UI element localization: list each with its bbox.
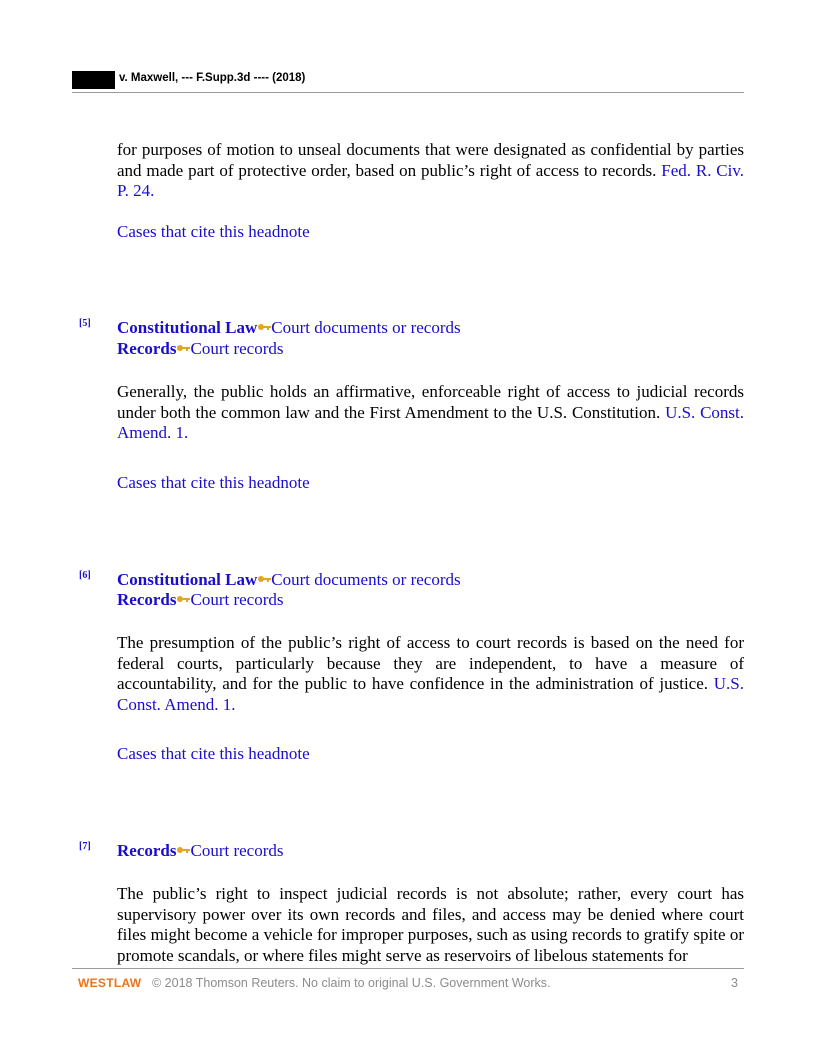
key-number-icon <box>176 845 190 855</box>
headnote-topic <box>117 570 461 591</box>
headnote-topic <box>117 318 461 339</box>
subtopic-link[interactable]: Court records <box>190 590 284 609</box>
header-divider <box>72 92 744 93</box>
headnote-number: [7] <box>79 841 91 852</box>
key-number-icon <box>257 574 271 584</box>
headnote-topic <box>117 339 284 360</box>
page-number: 3 <box>731 976 738 990</box>
headnote-7-text: The public’s right to inspect judicial records is not absolute; rather, every court has supervisory power over its own records and files, and access may be denied where court files might become a vehicle for improper purposes, such as using records to gratify spite or promote scandals, or where files might serve as reservoirs of libelous statements for <box>117 884 744 965</box>
topic-link[interactable]: Constitutional Law <box>117 570 258 589</box>
headnote-6-text: The presumption of the public’s right of access to court records is based on the need for federal courts, particularly because they are independent, to have a measure of accountability, and for the public to have confidence in the administration of justice. U.S. Const. Amend. 1. <box>117 633 745 714</box>
cases-citing-link-6[interactable]: Cases that cite this headnote <box>117 744 310 763</box>
headnote-4-text: for purposes of motion to unseal documents that were designated as confidential by parties and made part of protective order, based on public’s right of access to records. Fed. R. Civ. P. 24. <box>117 140 745 200</box>
case-title: v. Maxwell, --- F.Supp.3d ---- (2018) <box>119 72 306 84</box>
topic-link[interactable]: Records <box>117 590 177 609</box>
topic-link[interactable]: Constitutional Law <box>117 318 258 337</box>
subtopic-link[interactable]: Court records <box>190 841 284 860</box>
headnote-topic <box>117 841 284 862</box>
subtopic-link[interactable]: Court documents or records <box>271 318 461 337</box>
statute-link[interactable]: U.S. Const. Amend. 1. <box>117 674 745 714</box>
statute-link[interactable]: U.S. Const. Amend. 1. <box>117 402 745 442</box>
headnote-number: [5] <box>79 318 91 329</box>
footer-divider <box>72 968 744 969</box>
topic-link[interactable]: Records <box>117 841 177 860</box>
topic-link[interactable]: Records <box>117 339 177 358</box>
subtopic-link[interactable]: Court records <box>190 339 284 358</box>
redaction-block <box>72 71 115 89</box>
cases-citing-link-4[interactable]: Cases that cite this headnote <box>117 222 310 241</box>
key-number-icon <box>176 343 190 353</box>
headnote-number: [6] <box>79 570 91 581</box>
key-number-icon <box>176 594 190 604</box>
statute-link[interactable]: Fed. R. Civ. P. 24. <box>117 160 745 200</box>
headnote-5-text: Generally, the public holds an affirmative, enforceable right of access to judicial records under both the common law and the First Amendment to the U.S. Constitution. U.S. Const. Amend. 1. <box>117 382 745 442</box>
westlaw-logo: WESTLAW <box>78 976 142 990</box>
cases-citing-link-5[interactable]: Cases that cite this headnote <box>117 473 310 492</box>
subtopic-link[interactable]: Court documents or records <box>271 570 461 589</box>
key-number-icon <box>257 322 271 332</box>
copyright-notice: © 2018 Thomson Reuters. No claim to original U.S. Government Works. <box>152 976 551 990</box>
headnote-topic <box>117 590 284 611</box>
